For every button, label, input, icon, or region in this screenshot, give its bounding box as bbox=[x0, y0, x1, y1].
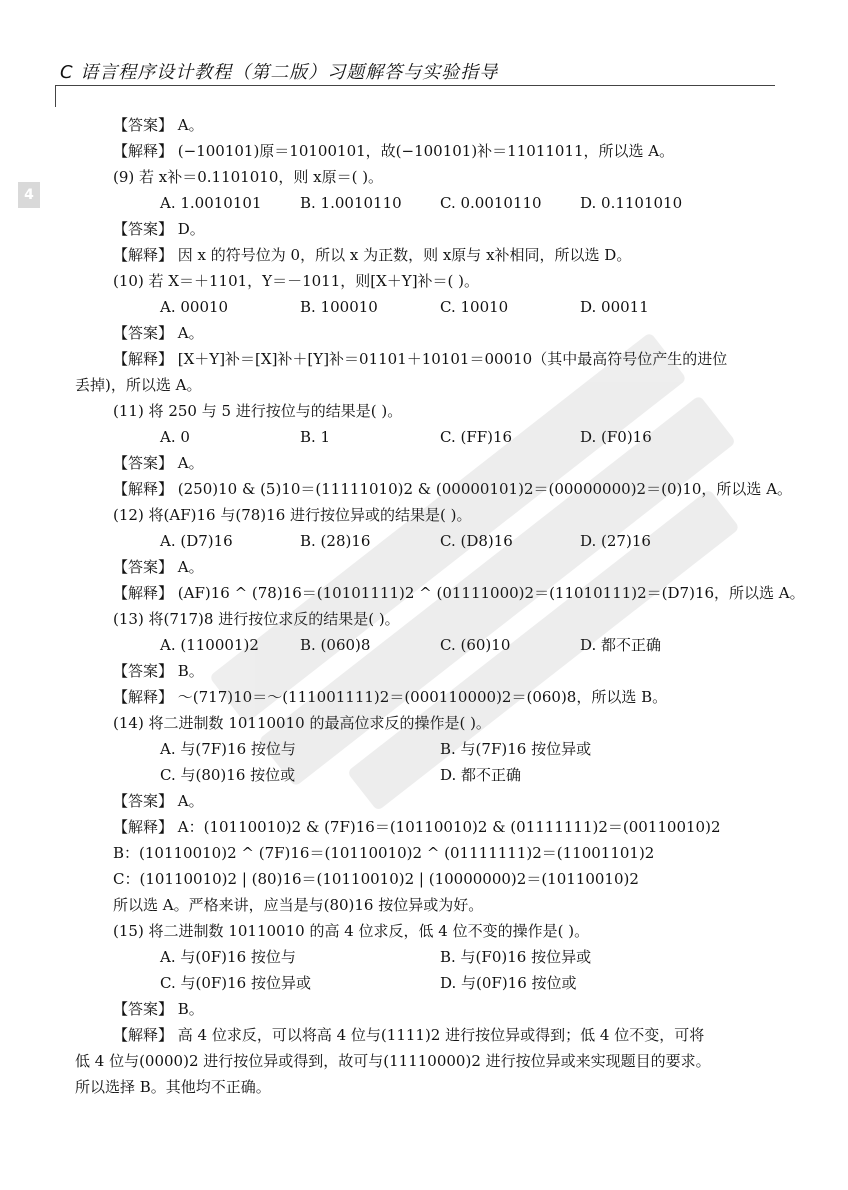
page-number-tab: 4 bbox=[18, 182, 40, 208]
option-item: C. (FF)16 bbox=[440, 428, 513, 446]
text-line: 【解释】 因 x 的符号位为 0，所以 x 为正数，则 x原与 x补相同，所以选 D。 bbox=[113, 246, 632, 264]
text-line: 【答案】 D。 bbox=[113, 220, 205, 238]
text-line: 所以选 A。严格来讲，应当是与(80)16 按位异或为好。 bbox=[113, 896, 484, 914]
text-line: 【解释】 ～(717)10＝～(111001111)2＝(000110000)2＝(060)8，所以选 B。 bbox=[113, 688, 668, 706]
option-item: A. 0 bbox=[160, 428, 190, 446]
text-line: 【解释】 (−100101)原＝10100101，故(−100101)补＝11011011，所以选 A。 bbox=[113, 142, 675, 160]
text-line: 【解释】 (AF)16 ^ (78)16＝(10101111)2 ^ (01111000)2＝(11010111)2＝(D7)16，所以选 A。 bbox=[113, 584, 805, 602]
option-item: C. (60)10 bbox=[440, 636, 511, 654]
option-item: B. 与(7F)16 按位异或 bbox=[440, 740, 592, 758]
running-header-title: C 语言程序设计教程（第二版）习题解答与实验指导 bbox=[60, 62, 499, 83]
text-line: (9) 若 x补＝0.1101010，则 x原＝( )。 bbox=[113, 168, 384, 186]
option-item: D. (F0)16 bbox=[580, 428, 652, 446]
option-item: A. (110001)2 bbox=[160, 636, 259, 654]
text-line: (10) 若 X＝＋1101，Y＝－1011，则[X＋Y]补＝( )。 bbox=[113, 272, 480, 290]
option-row bbox=[75, 528, 780, 554]
option-item: A. 与(0F)16 按位与 bbox=[160, 948, 296, 966]
text-line: 【解释】 (250)10 & (5)10＝(11111010)2 & (00000101)2＝(00000000)2＝(0)10，所以选 A。 bbox=[113, 480, 793, 498]
text-line: 【答案】 A。 bbox=[113, 558, 204, 576]
header-rule bbox=[55, 85, 775, 86]
text-line: 【解释】 A：(10110010)2 & (7F)16＝(10110010)2 & (01111111)2＝(00110010)2 bbox=[113, 818, 721, 836]
option-item: B. 100010 bbox=[300, 298, 378, 316]
text-line: 丢掉)，所以选 A。 bbox=[75, 376, 202, 394]
option-item: C. 10010 bbox=[440, 298, 509, 316]
option-item: B. (28)16 bbox=[300, 532, 371, 550]
text-line: 【答案】 A。 bbox=[113, 116, 204, 134]
option-item: C. 与(0F)16 按位异或 bbox=[160, 974, 311, 992]
option-row bbox=[75, 632, 780, 658]
option-row bbox=[75, 190, 780, 216]
text-line: 【解释】 [X＋Y]补＝[X]补＋[Y]补＝01101＋10101＝00010（其中最高符号位产生的进位 bbox=[113, 350, 728, 368]
option-row bbox=[75, 944, 780, 996]
option-item: D. 与(0F)16 按位或 bbox=[440, 974, 577, 992]
option-row bbox=[75, 736, 780, 788]
text-line: (15) 将二进制数 10110010 的高 4 位求反，低 4 位不变的操作是( )。 bbox=[113, 922, 590, 940]
text-line: 低 4 位与(0000)2 进行按位异或得到，故可与(11110000)2 进行按位异或来实现题目的要求。 bbox=[75, 1052, 711, 1070]
option-item: D. 都不正确 bbox=[440, 766, 522, 784]
option-item: C. 与(80)16 按位或 bbox=[160, 766, 296, 784]
text-line: (14) 将二进制数 10110010 的最高位求反的操作是( )。 bbox=[113, 714, 491, 732]
option-item: C. (D8)16 bbox=[440, 532, 513, 550]
option-item: D. 都不正确 bbox=[580, 636, 662, 654]
text-line: 【答案】 A。 bbox=[113, 454, 204, 472]
text-line: 【解释】 高 4 位求反，可以将高 4 位与(1111)2 进行按位异或得到；低 4 位不变，可将 bbox=[113, 1026, 705, 1044]
option-item: C. 0.0010110 bbox=[440, 194, 542, 212]
text-line: 所以选择 B。其他均不正确。 bbox=[75, 1078, 271, 1096]
option-item: A. 00010 bbox=[160, 298, 229, 316]
text-line: 【答案】 B。 bbox=[113, 1000, 204, 1018]
text-line: B：(10110010)2 ^ (7F)16＝(10110010)2 ^ (01111111)2＝(11001101)2 bbox=[113, 844, 655, 862]
option-item: B. 1.0010110 bbox=[300, 194, 402, 212]
text-line: 【答案】 A。 bbox=[113, 324, 204, 342]
text-line: 【答案】 A。 bbox=[113, 792, 204, 810]
option-item: D. 0.1101010 bbox=[580, 194, 683, 212]
text-line: (12) 将(AF)16 与(78)16 进行按位异或的结果是( )。 bbox=[113, 506, 472, 524]
option-item: A. 1.0010101 bbox=[160, 194, 262, 212]
option-item: B. 与(F0)16 按位异或 bbox=[440, 948, 592, 966]
page-body bbox=[75, 112, 805, 1100]
header-rule-vertical bbox=[55, 85, 56, 107]
option-item: D. (27)16 bbox=[580, 532, 651, 550]
option-item: A. (D7)16 bbox=[160, 532, 233, 550]
option-item: B. (060)8 bbox=[300, 636, 371, 654]
text-line: (11) 将 250 与 5 进行按位与的结果是( )。 bbox=[113, 402, 403, 420]
option-row bbox=[75, 424, 780, 450]
option-item: D. 00011 bbox=[580, 298, 649, 316]
text-line: C：(10110010)2 | (80)16＝(10110010)2 | (10000000)2＝(10110010)2 bbox=[113, 870, 639, 888]
option-row bbox=[75, 294, 780, 320]
text-line: (13) 将(717)8 进行按位求反的结果是( )。 bbox=[113, 610, 400, 628]
option-item: B. 1 bbox=[300, 428, 331, 446]
option-item: A. 与(7F)16 按位与 bbox=[160, 740, 296, 758]
text-line: 【答案】 B。 bbox=[113, 662, 204, 680]
